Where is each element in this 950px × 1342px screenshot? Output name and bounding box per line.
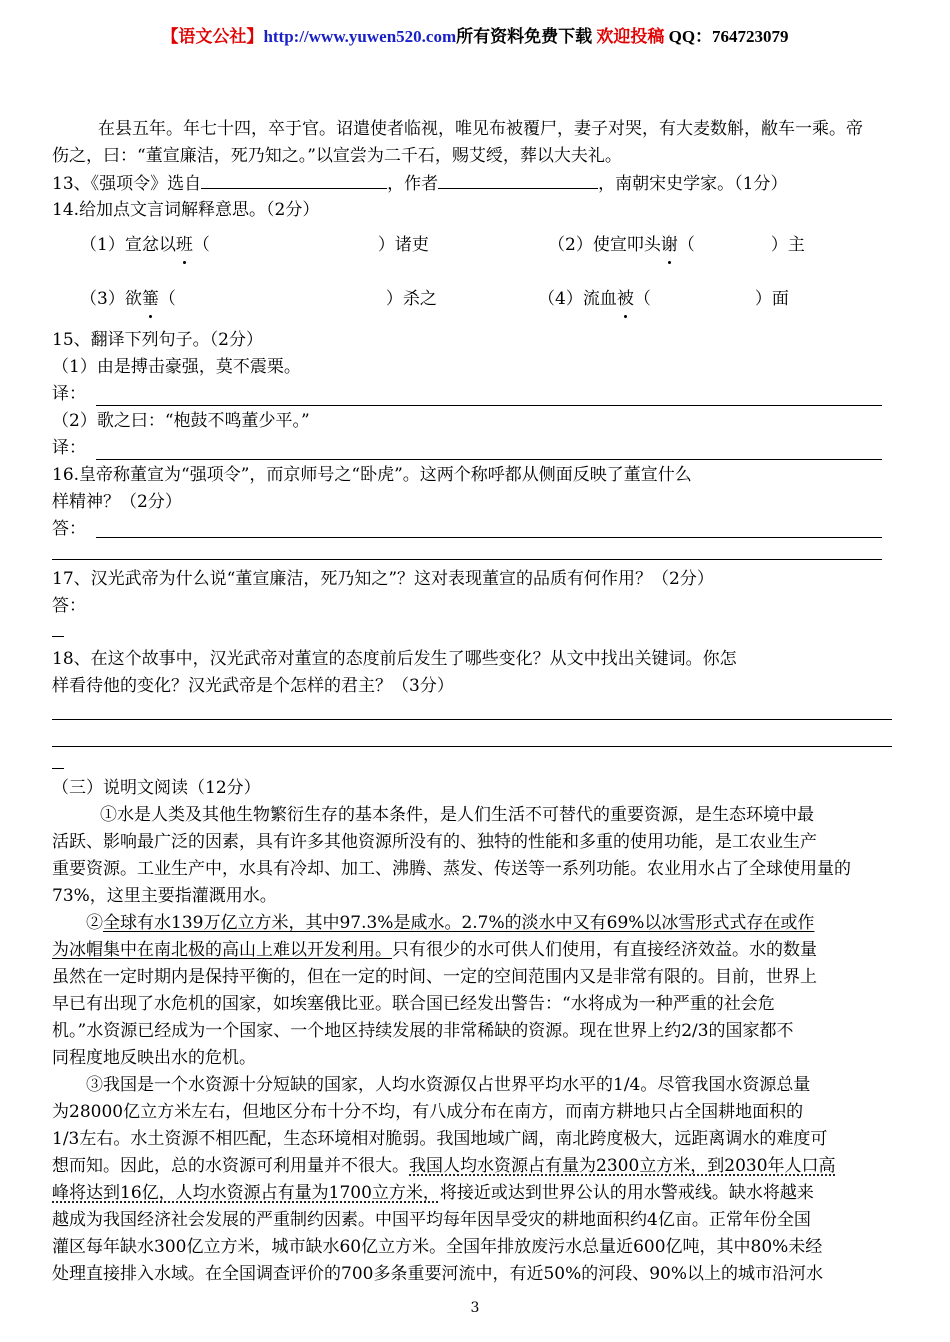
qq-text: QQ：764723079 xyxy=(668,27,789,46)
paragraph-2 xyxy=(52,910,902,1072)
q14-item-2 xyxy=(548,232,868,259)
q15-translate-label: 译： xyxy=(52,438,86,458)
q15-translate-label: 译： xyxy=(52,384,86,404)
q18-answer-line-1[interactable] xyxy=(52,718,892,720)
paragraph-line: 机。”水资源已经成为一个国家、一个地区持续发展的非常稀缺的资源。现在世界上约2/3的国家都不 xyxy=(52,1021,794,1041)
question-17 xyxy=(52,566,902,620)
paragraph-line: ③我国是一个水资源十分短缺的国家，人均水资源仅占世界平均水平的1/4。尽管我国水资源总量 xyxy=(86,1075,811,1095)
q16-answer-line-1[interactable] xyxy=(96,536,882,538)
q15-sentence-2: （2）歌之曰：“枹鼓不鸣董少平。” xyxy=(52,411,310,431)
q14-dotted-word: 班 xyxy=(176,232,193,259)
q14-item-text: ）诸吏 xyxy=(377,235,429,255)
page-header xyxy=(0,22,950,47)
q13-blank-source[interactable] xyxy=(201,170,387,189)
passage-line: 伤之，曰：“董宣廉洁，死乃知之。”以宣尝为二千石，赐艾绶，葬以大夫礼。 xyxy=(52,146,622,166)
paragraph-line: 越成为我国经济社会发展的严重制约因素。中国平均每年因旱受灾的耕地面积约4亿亩。正常年份全国 xyxy=(52,1210,811,1230)
q17-answer-mark[interactable] xyxy=(52,636,64,637)
paragraph-line: 活跃、影响最广泛的因素，具有许多其他资源所没有的、独特的性能和多重的使用功能，是工农业生产 xyxy=(52,832,817,852)
q16-text: 16.皇帝称董宣为“强项令”，而京师号之“卧虎”。这两个称呼都从侧面反映了董宣什么 xyxy=(52,465,692,485)
q16-answer-line-2[interactable] xyxy=(52,558,882,560)
dotted-sentence: 峰将达到16亿，人均水资源占有量为1700立方米， xyxy=(52,1183,440,1203)
section-3-title: （三）说明文阅读（12分） xyxy=(52,778,261,798)
paragraph-line: 处理直接排入水域。在全国调查评价的700多条重要河流中，有近50%的河段、90%以上的城市沿河水 xyxy=(52,1264,824,1284)
paragraph-number: ② xyxy=(86,913,103,933)
question-16 xyxy=(52,462,902,543)
paragraph-line: 虽然在一定时期内是保持平衡的，但在一定的时间、一定的空间范围内又是非常有限的。目前，世界上 xyxy=(52,967,817,987)
welcome-text: 欢迎投稿 xyxy=(596,27,665,46)
q14-item-text: （ xyxy=(677,235,695,255)
q14-item-text: （1）宣忿以 xyxy=(80,235,176,255)
q14-dotted-word: 谢 xyxy=(661,232,678,259)
section-3 xyxy=(52,775,902,1288)
paragraph-line: 只有很少的水可供人们使用，有直接经济效益。水的数量 xyxy=(392,940,817,960)
paragraph-line: 早已有出现了水危机的国家，如埃塞俄比亚。联合国已经发出警告：“水将成为一种严重的社会危 xyxy=(52,994,775,1014)
q18-text: 18、在这个故事中，汉光武帝对董宣的态度前后发生了哪些变化？从文中找出关键词。你怎 xyxy=(52,649,737,669)
q14-item-text: （4）流血 xyxy=(538,289,617,309)
q14-item-text: （ xyxy=(192,235,210,255)
paragraph-line: 想而知。因此，总的水资源可利用量并不很大。 xyxy=(52,1156,409,1176)
site-name: 【语文公社】 xyxy=(161,27,264,46)
paragraph-1 xyxy=(52,802,902,910)
paragraph-3 xyxy=(52,1072,902,1288)
free-download-text: 所有资料免费下载 xyxy=(456,27,593,46)
question-14-title: 14.给加点文言词解释意思。（2分） xyxy=(52,200,320,220)
q13-text: ，作者 xyxy=(387,174,439,194)
q13-blank-author[interactable] xyxy=(438,170,598,189)
q18-text: 样看待他的变化？汉光武帝是个怎样的君主？（3分） xyxy=(52,676,454,696)
q15-answer-line-1[interactable] xyxy=(96,404,882,406)
passage xyxy=(52,116,902,170)
q16-answer-label: 答： xyxy=(52,519,86,539)
question-15 xyxy=(52,327,902,462)
q15-title: 15、翻译下列句子。（2分） xyxy=(52,330,263,350)
q14-item-text: （2）使宣叩头 xyxy=(548,235,661,255)
q14-item-text: （3）欲 xyxy=(80,289,142,309)
site-url[interactable]: http://www.yuwen520.com xyxy=(263,27,457,46)
question-18 xyxy=(52,646,902,700)
q15-answer-line-2[interactable] xyxy=(96,458,882,460)
q14-item-text: （ xyxy=(633,289,651,309)
dotted-sentence: 我国人均水资源占有量为2300立方米，到2030年人口高 xyxy=(409,1156,836,1176)
underlined-sentence: 全球有水139万亿立方米，其中97.3%是咸水。2.7%的淡水中又有69%以冰雪形式式存在或作 xyxy=(103,913,815,933)
q14-item-text: ）面 xyxy=(754,289,789,309)
paragraph-line: ①水是人类及其他生物繁衍生存的基本条件，是人们生活不可替代的重要资源，是生态环境中最 xyxy=(100,805,814,825)
q18-answer-mark[interactable] xyxy=(52,768,64,769)
paragraph-line: 灌区每年缺水300亿立方米，城市缺水60亿立方米。全国年排放废污水总量近600亿吨，其中80%未经 xyxy=(52,1237,823,1257)
page-number: 3 xyxy=(470,1300,480,1316)
q14-item-text: （ xyxy=(158,289,176,309)
q17-answer-label: 答： xyxy=(52,596,86,616)
question-13 xyxy=(52,170,902,198)
q13-text: ，南朝宋史学家。（1分） xyxy=(598,174,788,194)
q13-text: 13、《强项令》选自 xyxy=(52,174,202,194)
q16-text: 样精神？（2分） xyxy=(52,492,182,512)
q14-item-text: ）主 xyxy=(770,235,805,255)
paragraph-line: 为28000亿立方米左右，但地区分布十分不均，有八成分布在南方，而南方耕地只占全国耕地面积的 xyxy=(52,1102,804,1122)
q14-dotted-word: 箠 xyxy=(142,286,159,313)
q14-dotted-word: 被 xyxy=(617,286,634,313)
paragraph-line: 同程度地反映出水的危机。 xyxy=(52,1048,256,1068)
q18-answer-line-2[interactable] xyxy=(52,745,892,747)
paragraph-line: 1/3左右。水土资源不相匹配，生态环境相对脆弱。我国地域广阔，南北跨度极大，远距离调水的难度可 xyxy=(52,1129,828,1149)
q14-item-4 xyxy=(538,286,858,313)
paragraph-line: 73%，这里主要指灌溉用水。 xyxy=(52,886,277,906)
paragraph-line: 将接近或达到世界公认的用水警戒线。缺水将越来 xyxy=(439,1183,814,1203)
paragraph-line: 重要资源。工业生产中，水具有冷却、加工、沸腾、蒸发、传送等一系列功能。农业用水占了全球使用量的 xyxy=(52,859,851,879)
passage-line: 在县五年。年七十四，卒于官。诏遣使者临视，唯见布被覆尸，妻子对哭，有大麦数斛，敝车一乘。帝 xyxy=(98,119,863,139)
underlined-sentence: 为冰帽集中在南北极的高山上难以开发利用。 xyxy=(52,940,392,960)
q15-sentence-1: （1）由是搏击豪强，莫不震栗。 xyxy=(52,357,301,377)
q17-text: 17、汉光武帝为什么说“董宣廉洁，死乃知之”？这对表现董宣的品质有何作用？（2分） xyxy=(52,569,714,589)
q14-item-text: ）杀之 xyxy=(385,289,437,309)
